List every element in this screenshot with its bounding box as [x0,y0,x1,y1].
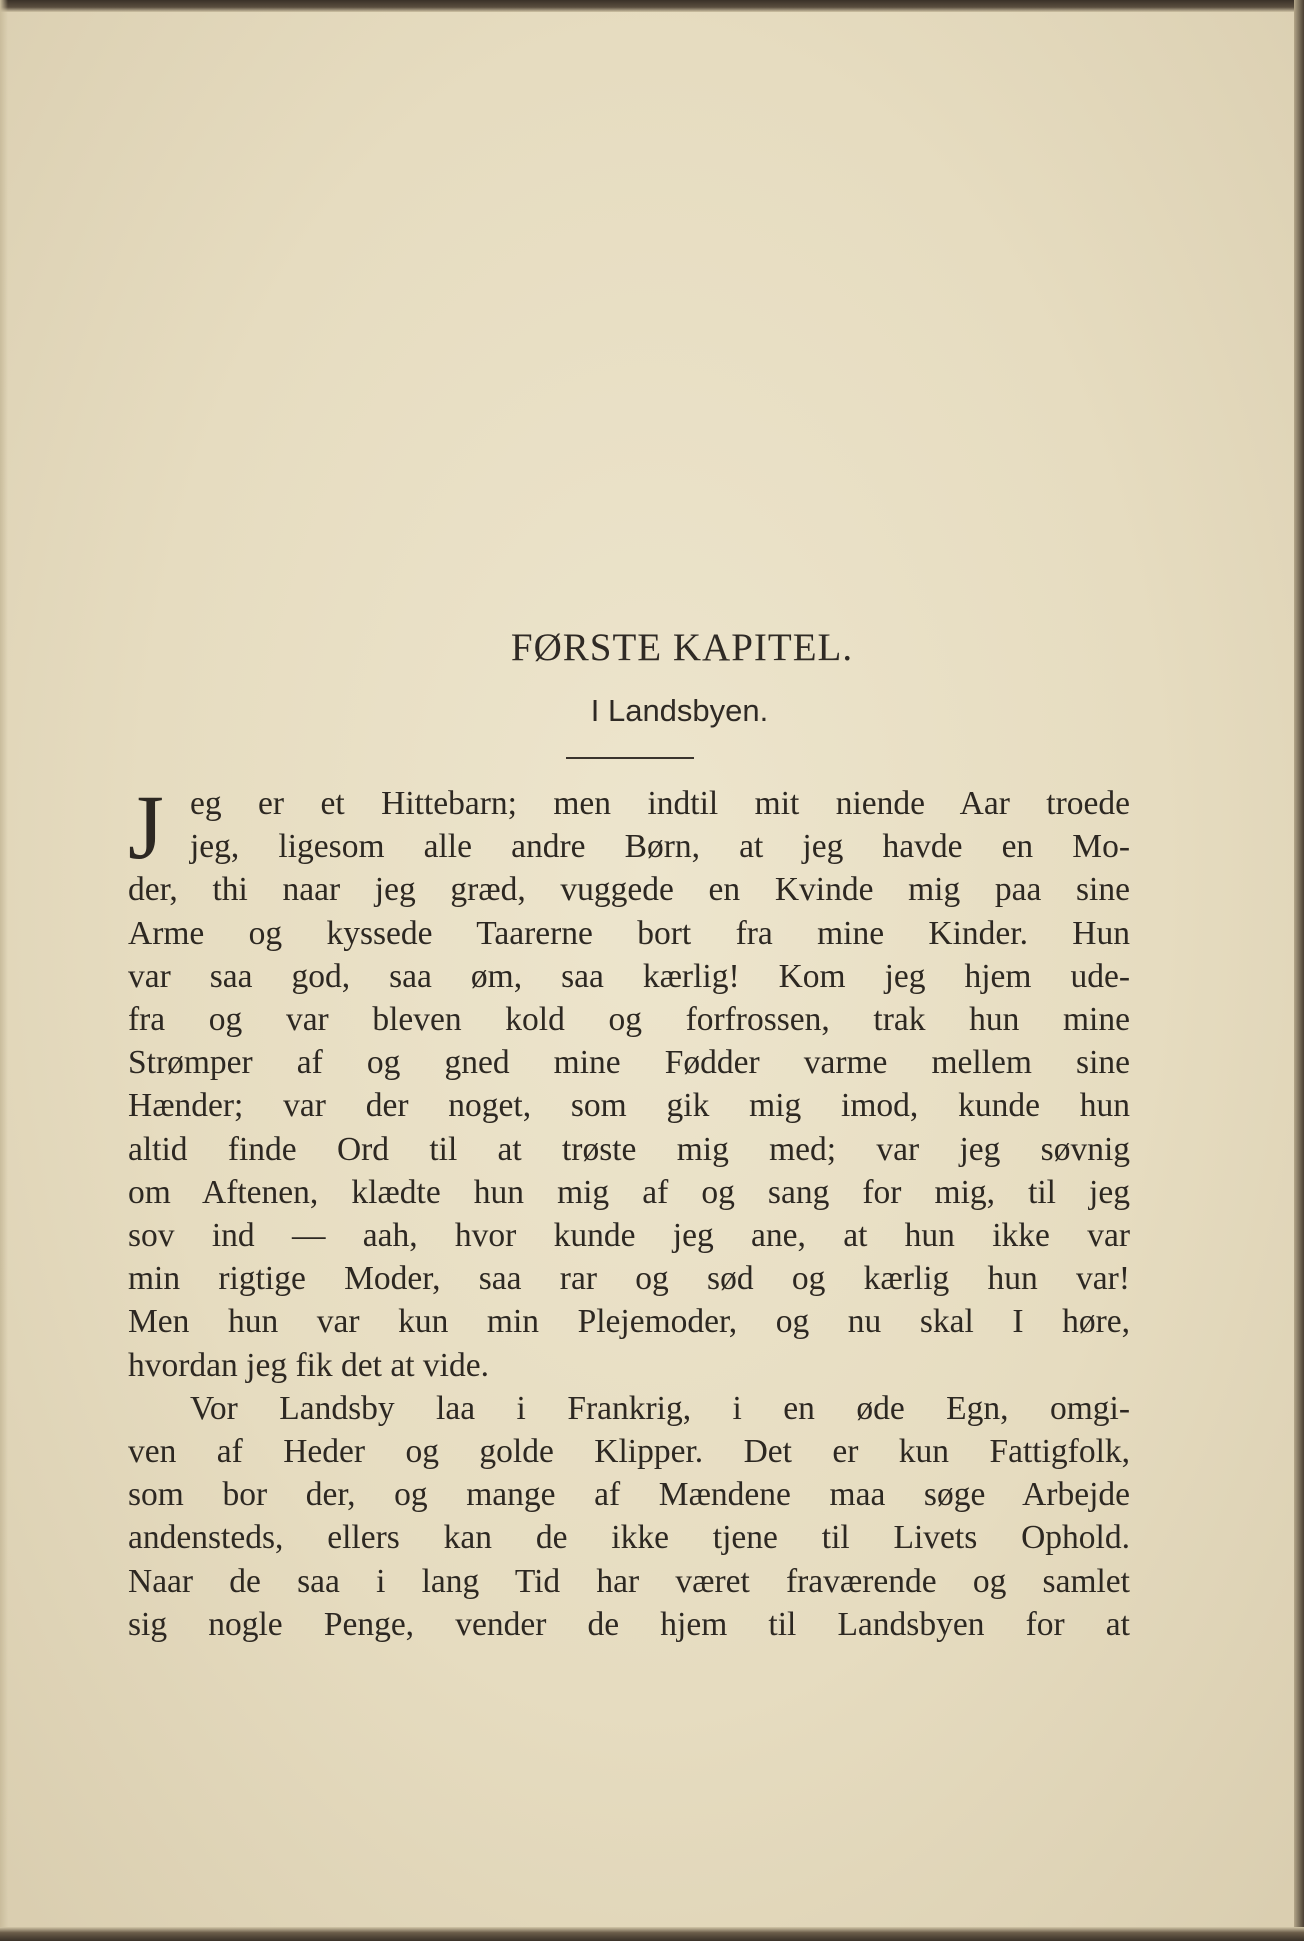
text-line: var saa god, saa øm, saa kærlig! Kom jeg hjem ude- [128,957,1130,995]
drop-cap: J [128,776,164,878]
page-right-edge [1294,0,1304,1941]
text-line: der, thi naar jeg græd, vuggede en Kvinde mig paa sine [128,871,1130,909]
text-line: Vor Landsby laa i Frankrig, i en øde Egn, omgi- [190,1389,1130,1427]
page-bottom-edge [0,1927,1304,1941]
text-line: andensteds, ellers kan de ikke tjene til Livets Ophold. [128,1519,1130,1557]
chapter-subtitle: I Landsbyen. [590,693,769,728]
page-left-edge [0,0,8,1941]
text-line: sig nogle Penge, vender de hjem til Landsbyen for at [128,1605,1130,1643]
text-line: altid finde Ord til at trøste mig med; var jeg søvnig [128,1130,1130,1168]
text-line: ven af Heder og golde Klipper. Det er kun Fattigfolk, [128,1433,1130,1471]
text-line: Hænder; var der noget, som gik mig imod, kunde hun [128,1087,1130,1125]
title-divider [566,757,694,759]
text-line: Naar de saa i lang Tid har været fraværende og samlet [128,1562,1130,1600]
text-line: hvordan jeg fik det at vide. [128,1346,489,1384]
text-line: Strømper af og gned mine Fødder varme mellem sine [128,1044,1130,1082]
text-line: som bor der, og mange af Mændene maa søge Arbejde [128,1476,1130,1514]
text-line: om Aftenen, klædte hun mig af og sang for mig, til jeg [128,1173,1130,1211]
text-line: min rigtige Moder, saa rar og sød og kærlig hun var! [128,1260,1130,1298]
body-text [128,776,1130,1646]
text-line: fra og var bleven kold og forfrossen, trak hun mine [128,1001,1130,1039]
text-line: jeg, ligesom alle andre Børn, at jeg havde en Mo- [190,828,1130,866]
paragraph-2 [128,1387,1130,1646]
chapter-title: FØRSTE KAPITEL. [510,626,854,669]
text-line: eg er et Hittebarn; men indtil mit niende Aar troede [190,785,1130,822]
text-line: Men hun var kun min Plejemoder, og nu skal I høre, [128,1303,1130,1341]
paragraph-1 [128,776,1130,1387]
page-top-edge [0,0,1304,12]
text-line: sov ind — aah, hvor kunde jeg ane, at hun ikke var [128,1217,1130,1255]
text-line: Arme og kyssede Taarerne bort fra mine Kinder. Hun [128,914,1130,952]
